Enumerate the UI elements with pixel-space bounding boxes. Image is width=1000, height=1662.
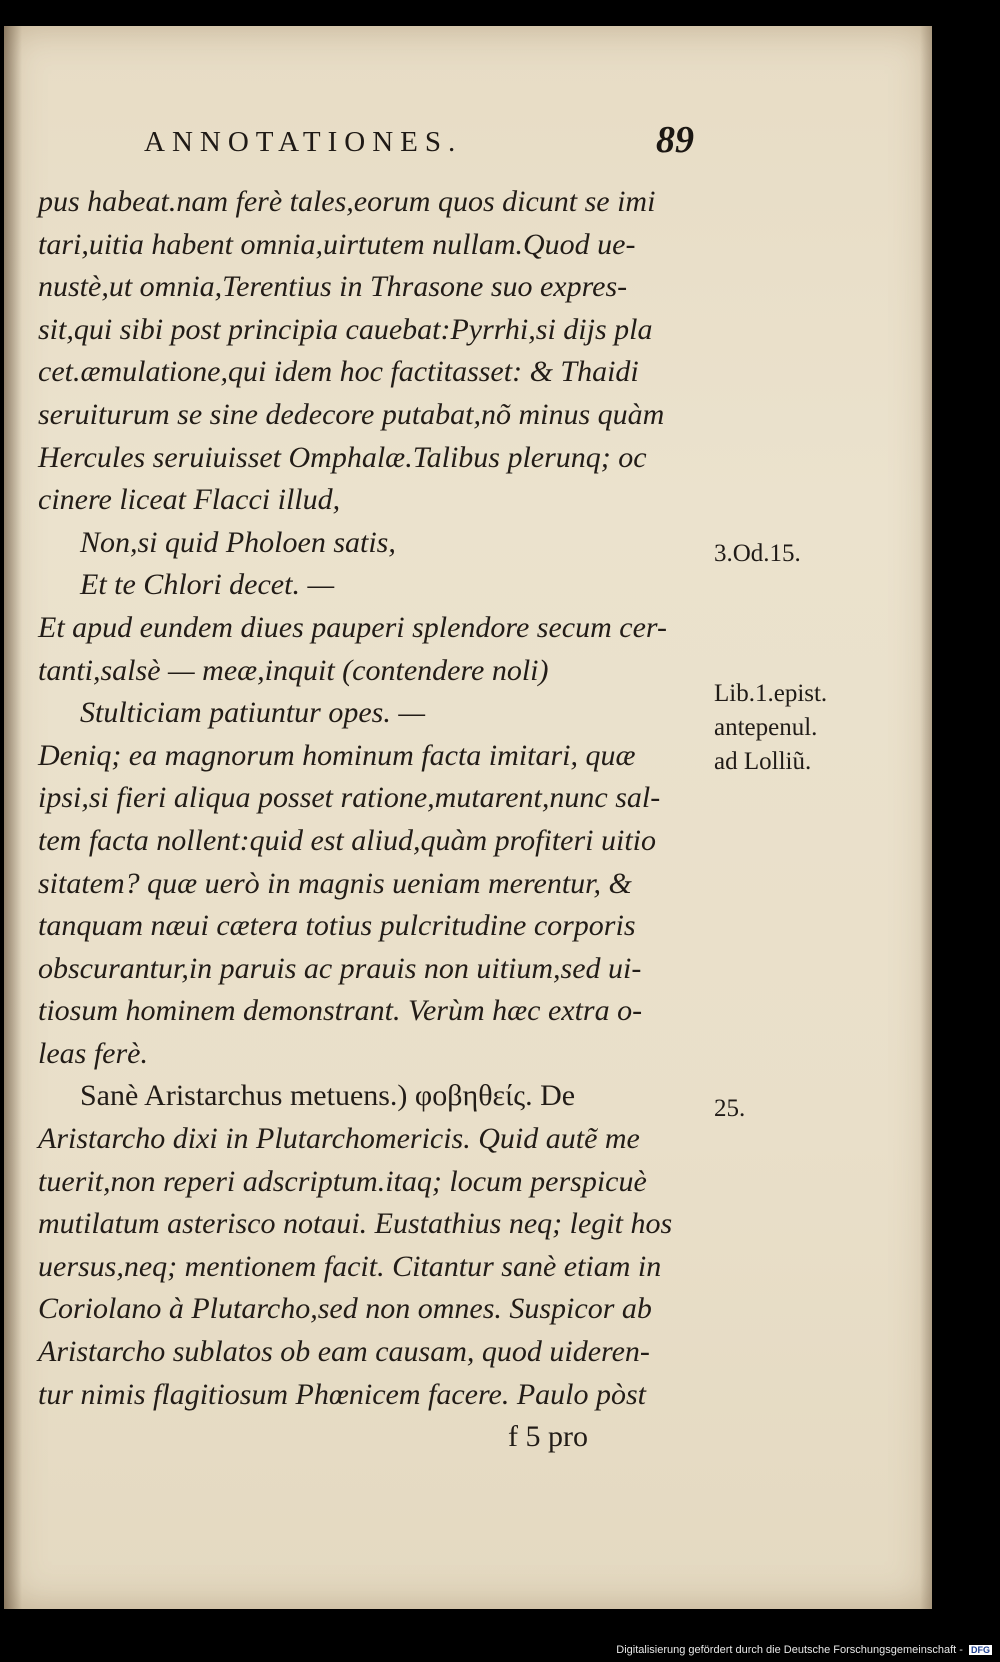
text-line: Aristarcho dixi in Plutarchomericis. Quid autẽ me bbox=[38, 1122, 640, 1156]
text-line: uersus,neq; mentionem facit. Citantur sanè etiam in bbox=[38, 1249, 662, 1283]
lemma-line: Sanè Aristarchus metuens.) φοβηθείς. De bbox=[80, 1079, 576, 1113]
verse-line: Stulticiam patiuntur opes. — bbox=[80, 696, 425, 730]
margin-note-verse: 25. bbox=[714, 1095, 746, 1122]
text-line: pus habeat.nam ferè tales,eorum quos dicunt se imi bbox=[38, 185, 656, 218]
text-line: Hercules seruiuisset Omphalæ.Talibus plerunq; oc bbox=[38, 440, 647, 474]
text-line: sit,qui sibi post principia cauebat:Pyrrhi,si dijs pla bbox=[38, 312, 653, 346]
text-line: Aristarcho sublatos ob eam causam, quod uideren- bbox=[38, 1335, 650, 1369]
verse-line: Non,si quid Pholoen satis, bbox=[80, 525, 396, 559]
text-line: leas ferè. bbox=[38, 1036, 148, 1070]
page-number: 89 bbox=[656, 119, 694, 161]
text-line: nustè,ut omnia,Terentius in Thrasone suo expres- bbox=[38, 270, 628, 304]
verse-line: Et te Chlori decet. — bbox=[80, 568, 335, 602]
text-line: cinere liceat Flacci illud, bbox=[38, 483, 341, 517]
text-line: obscurantur,in paruis ac prauis non uitium,sed ui- bbox=[38, 951, 642, 985]
text-line: ipsi,si fieri aliqua posset ratione,mutarent,nunc sal- bbox=[38, 781, 661, 815]
margin-note-ode: 3.Od.15. bbox=[714, 540, 801, 567]
text-line: tanti,salsè — meæ,inquit (contendere noli) bbox=[38, 653, 549, 687]
text-line: Deniq; ea magnorum hominum facta imitari, quæ bbox=[38, 738, 636, 772]
catchword: f 5 pro bbox=[508, 1420, 588, 1454]
dfg-logo: DFG bbox=[971, 1645, 990, 1656]
book-page bbox=[4, 26, 932, 1609]
text-line: tur nimis flagitiosum Phœnicem facere. Paulo pòst bbox=[38, 1377, 647, 1411]
footer-bar bbox=[0, 1636, 1000, 1662]
text-line: tari,uitia habent omnia,uirtutem nullam.Quod ue- bbox=[38, 227, 636, 261]
margin-note-epistle: ad Lolliũ. bbox=[714, 748, 812, 775]
running-head: ANNOTATIONES. bbox=[144, 126, 463, 158]
text-line: tem facta nollent:quid est aliud,quàm profiteri uitio bbox=[38, 823, 657, 857]
text-line: cet.æmulatione,qui idem hoc factitasset: & Thaidi bbox=[38, 355, 639, 389]
text-line: tuerit,non reperi adscriptum.itaq; locum perspicuè bbox=[38, 1164, 647, 1198]
body-text bbox=[38, 181, 718, 1459]
text-line: Coriolano à Plutarcho,sed non omnes. Suspicor ab bbox=[38, 1292, 652, 1326]
text-line: mutilatum asterisco notaui. Eustathius neq; legit hos bbox=[38, 1207, 673, 1241]
margin-note-epistle: Lib.1.epist. bbox=[714, 680, 828, 707]
margin-note-epistle: antepenul. bbox=[714, 714, 818, 741]
digitization-credit bbox=[616, 1644, 992, 1656]
text-line: tiosum hominem demonstrant. Verùm hæc extra o- bbox=[38, 994, 643, 1028]
text-line: Et apud eundem diues pauperi splendore secum cer- bbox=[38, 610, 667, 644]
text-line: sitatem? quæ uerò in magnis ueniam merentur, & bbox=[38, 866, 632, 900]
text-line: tanquam næui cætera totius pulcritudine corporis bbox=[38, 909, 636, 943]
credit-text: Digitalisierung gefördert durch die Deutsche Forschungsgemeinschaft - bbox=[616, 1644, 963, 1656]
text-line: seruiturum se sine dedecore putabat,nõ minus quàm bbox=[38, 397, 665, 431]
